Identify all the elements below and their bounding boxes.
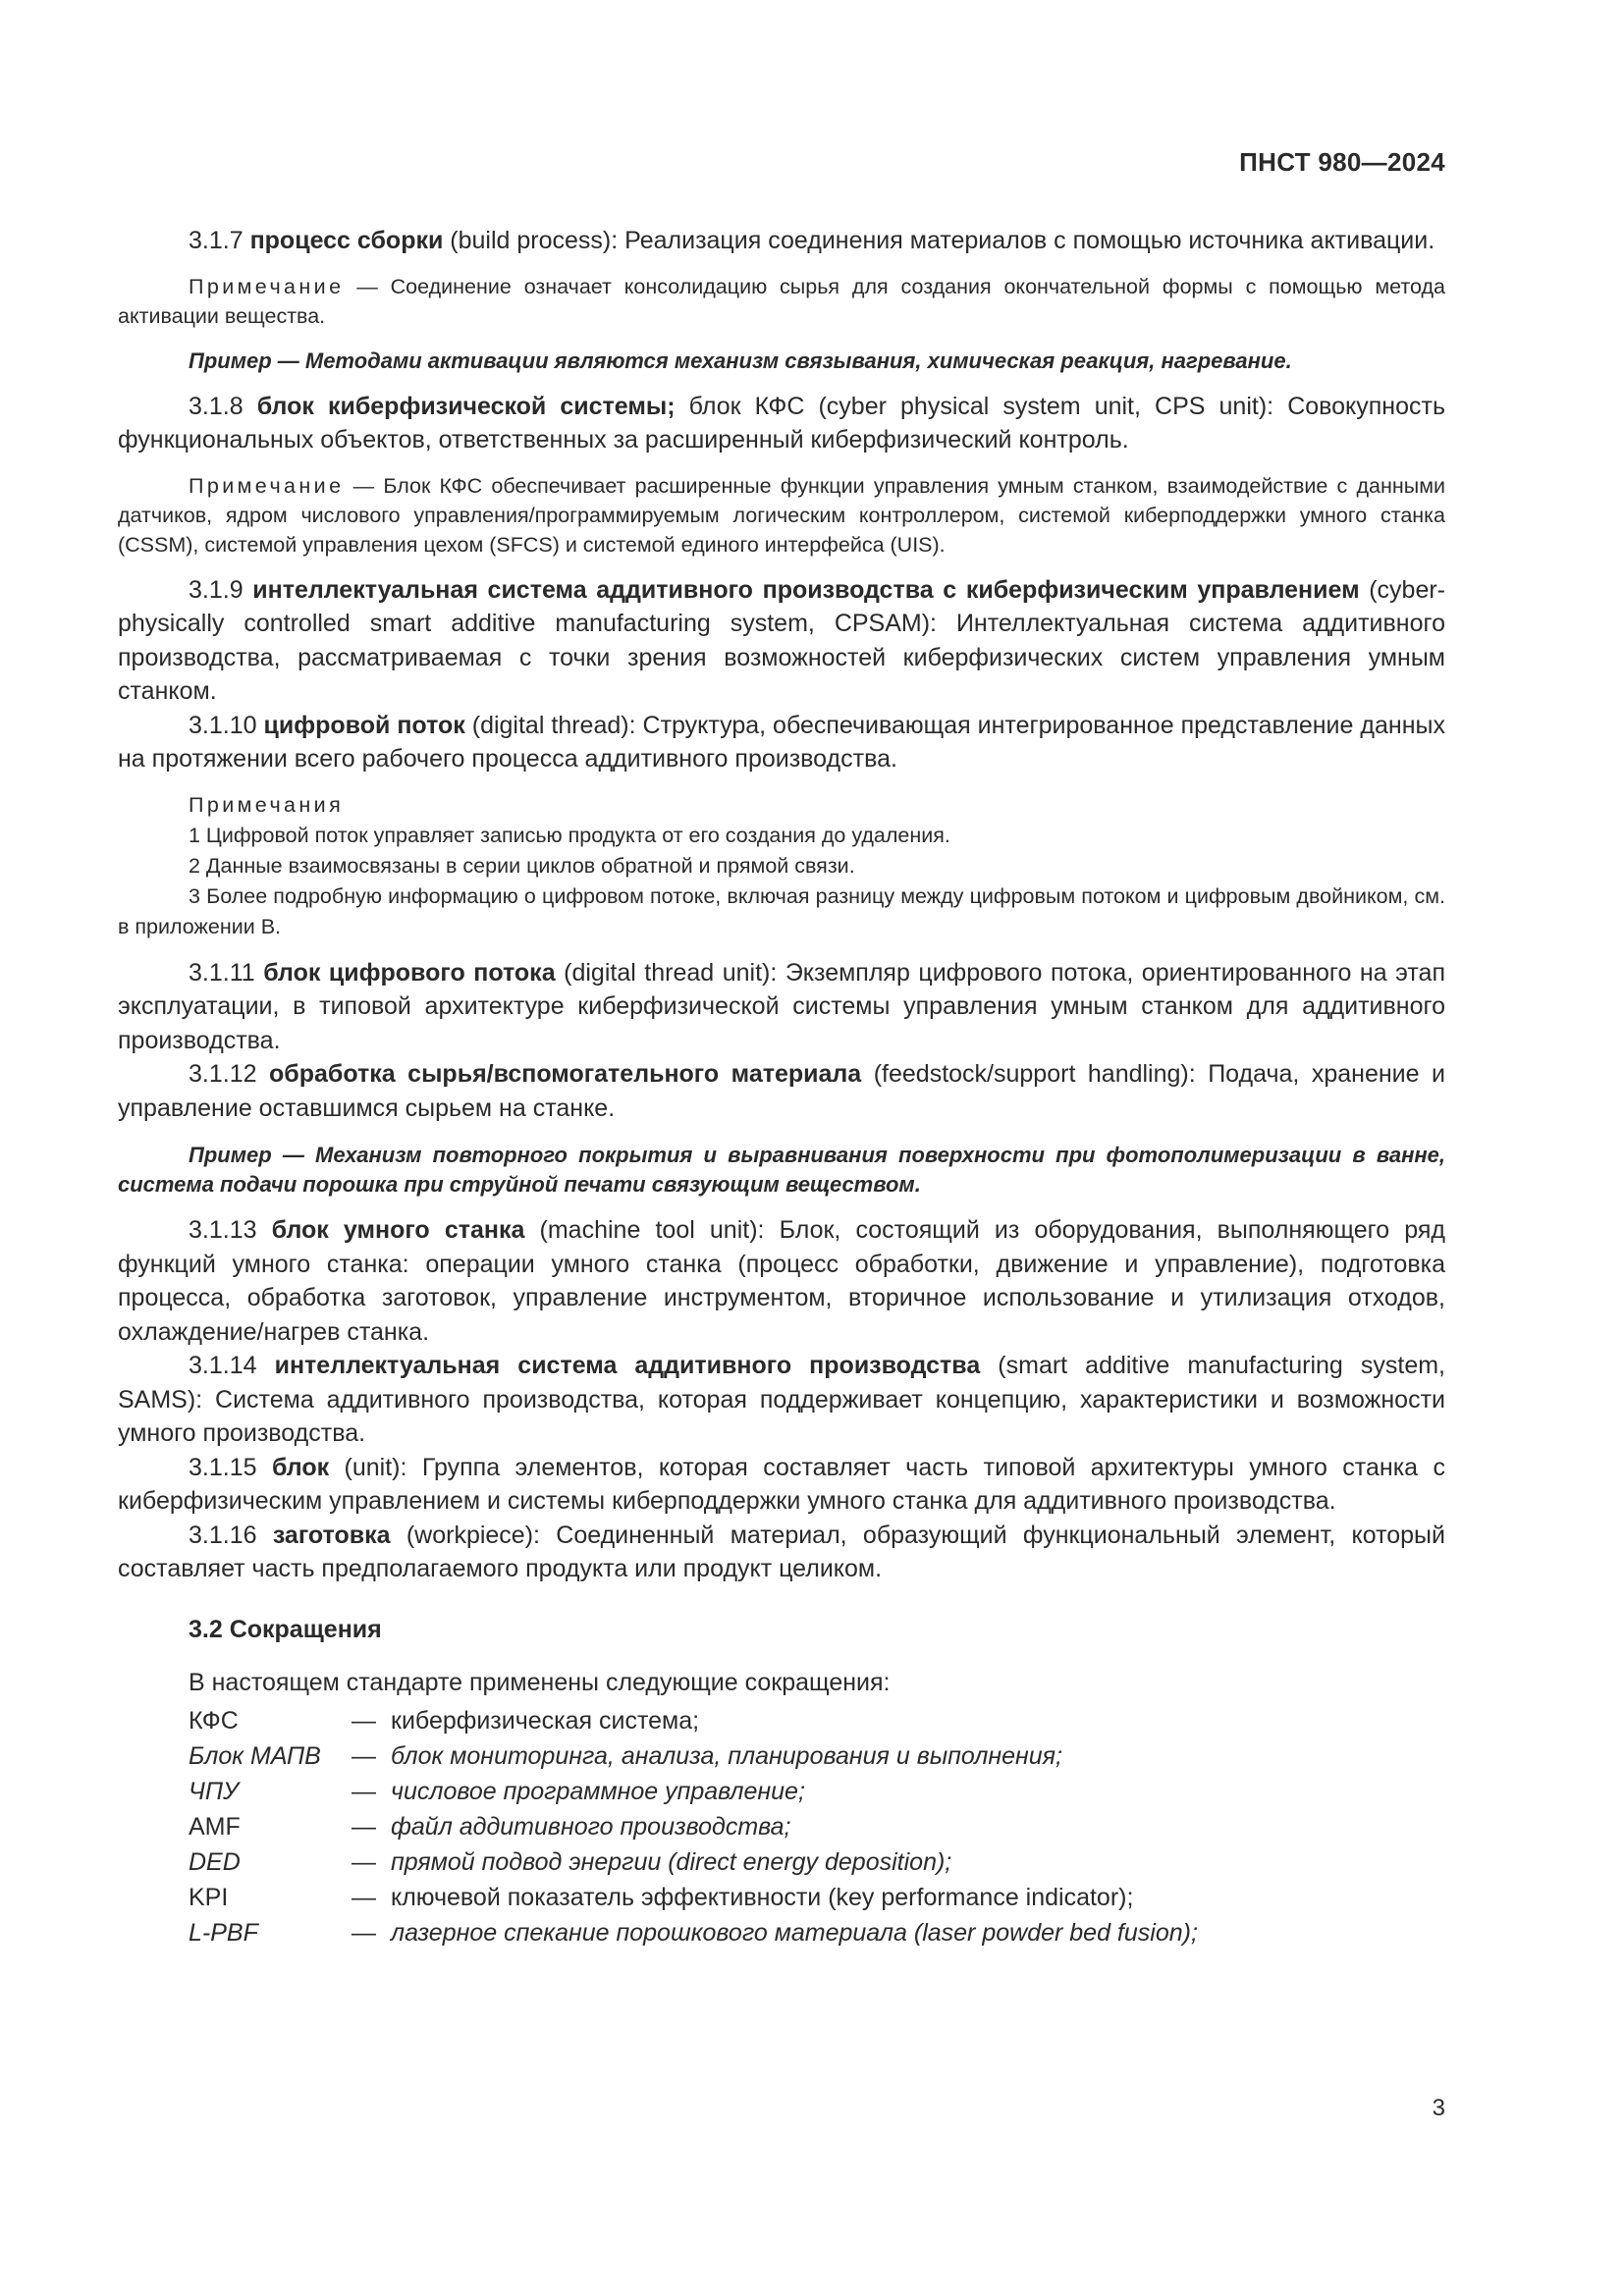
term-3-1-14 bbox=[118, 1349, 1445, 1451]
term-number: 3.1.10 bbox=[189, 711, 257, 739]
abbreviation-description: ключевой показатель эффективности (key performance indicator); bbox=[391, 1883, 1134, 1911]
document-id-header: ПНСТ 980—2024 bbox=[1239, 147, 1445, 177]
term-number: 3.1.12 bbox=[189, 1060, 257, 1088]
term-definition: (digital thread): Структура, обеспечивающая интегрированное представление данных на протяжении всего рабочего процесса аддитивного производства. bbox=[118, 711, 1445, 773]
dash: — bbox=[352, 1918, 376, 1947]
term-name: обработка сырья/вспомогательного материала bbox=[269, 1060, 862, 1088]
abbreviations-list bbox=[118, 1703, 1445, 1950]
term-number: 3.1.14 bbox=[189, 1352, 257, 1379]
term-3-1-11 bbox=[118, 956, 1445, 1058]
term-3-1-13 bbox=[118, 1213, 1445, 1349]
abbreviation: КФС bbox=[189, 1706, 239, 1735]
abbreviation-description: блок мониторинга, анализа, планирования и выполнения; bbox=[391, 1741, 1062, 1770]
dash: — bbox=[352, 1812, 376, 1841]
abbreviation-row bbox=[189, 1738, 1445, 1774]
example-3-1-7: Пример — Методами активации являются механизм связывания, химическая реакция, нагревание. bbox=[189, 347, 1292, 373]
document-page bbox=[118, 0, 1445, 2296]
dash: — bbox=[352, 1706, 376, 1735]
term-3-1-7 bbox=[118, 224, 1445, 258]
term-name: блок умного станка bbox=[271, 1216, 525, 1244]
dash: — bbox=[352, 1847, 376, 1876]
note-3-1-8 bbox=[118, 471, 1445, 560]
term-definition: (unit): Группа элементов, которая составляет часть типовой архитектуры умного станка с киберфизическим управлением и системы киберподдержки умного станка для аддитивного производства. bbox=[118, 1453, 1446, 1515]
dash: — bbox=[352, 1777, 376, 1805]
page-content bbox=[118, 224, 1445, 1950]
abbreviation-description: лазерное спекание порошкового материала (laser powder bed fusion); bbox=[391, 1918, 1198, 1947]
term-definition: (workpiece): Соединенный материал, образующий функциональный элемент, который составляет часть предполагаемого продукта или продукт целиком. bbox=[118, 1521, 1445, 1582]
abbreviation-description: киберфизическая система; bbox=[391, 1706, 700, 1735]
term-3-1-15 bbox=[118, 1451, 1445, 1519]
dash: — bbox=[352, 1741, 376, 1770]
note-item-2: 2 Данные взаимосвязаны в серии циклов обратной и прямой связи. bbox=[189, 853, 855, 878]
abbreviation: Блок МАПВ bbox=[189, 1741, 321, 1770]
term-name: блок bbox=[271, 1453, 330, 1481]
term-3-1-16 bbox=[118, 1519, 1445, 1586]
term-number: 3.1.11 bbox=[189, 958, 255, 987]
note-text: — Блок КФС обеспечивает расширенные функции управления умным станком, взаимодействие с данными датчиков, ядром числового управления/программируемым логическим контроллером, системой киберподдержки умного станка (CSSM), системой управления цехом (SFCS) и системой единого интерфейса (UIS). bbox=[118, 473, 1445, 557]
abbreviation-description: прямой подвод энергии (direct energy deposition); bbox=[391, 1847, 952, 1876]
note-text: — Соединение означает консолидацию сырья для создания окончательной формы с помощью метода активации вещества. bbox=[118, 274, 1445, 328]
term-definition: (build process): Реализация соединения материалов с помощью источника активации. bbox=[443, 227, 1435, 254]
abbreviation-row bbox=[189, 1844, 1445, 1880]
section-title-abbreviations: 3.2 Сокращения bbox=[189, 1615, 382, 1643]
term-name: заготовка bbox=[272, 1521, 391, 1549]
note-3-1-7 bbox=[118, 272, 1445, 331]
term-number: 3.1.16 bbox=[189, 1521, 257, 1549]
abbreviation-description: файл аддитивного производства; bbox=[391, 1812, 791, 1841]
term-3-1-12 bbox=[118, 1057, 1445, 1125]
dash: — bbox=[352, 1883, 376, 1911]
term-name: блок цифрового потока bbox=[263, 958, 556, 987]
term-definition: (feedstock/support handling): Подача, хранение и управление оставшимся сырьем на станке. bbox=[118, 1060, 1445, 1122]
abbreviation: AMF bbox=[189, 1812, 241, 1841]
abbreviation: L-PBF bbox=[189, 1918, 258, 1947]
term-number: 3.1.8 bbox=[189, 392, 244, 420]
term-definition: блок КФС (cyber physical system unit, CPS unit): Совокупность функциональных объектов, ответственных за расширенный киберфизический контроль. bbox=[118, 392, 1445, 454]
term-definition: (digital thread unit): Экземпляр цифрового потока, ориентированного на этап эксплуатации, в типовой архитектуре киберфизической системы управления умным станком для аддитивного производства. bbox=[118, 958, 1445, 1054]
example-3-1-12: Пример — Механизм повторного покрытия и выравнивания поверхности при фотополимеризации в ванне, система подачи порошка при струйной печати связующим веществом. bbox=[118, 1143, 1445, 1197]
term-name: цифровой поток bbox=[263, 711, 465, 739]
term-name: интеллектуальная система аддитивного производства с киберфизическим управлением bbox=[252, 575, 1360, 604]
term-name: блок киберфизической системы; bbox=[256, 392, 676, 420]
abbreviations-intro: В настоящем стандарте применены следующие сокращения: bbox=[189, 1668, 891, 1696]
note-item-1: 1 Цифровой поток управляет записью продукта от его создания до удаления. bbox=[189, 823, 950, 847]
abbreviation-row bbox=[189, 1774, 1445, 1809]
note-label: Примечание bbox=[189, 473, 345, 498]
notes-title: Примечания bbox=[189, 792, 345, 817]
term-3-1-8 bbox=[118, 390, 1445, 457]
abbreviation: ЧПУ bbox=[189, 1777, 239, 1805]
term-3-1-9 bbox=[118, 573, 1445, 709]
note-label: Примечание bbox=[189, 274, 345, 298]
term-number: 3.1.15 bbox=[189, 1453, 257, 1481]
term-number: 3.1.9 bbox=[189, 575, 244, 604]
abbreviation: DED bbox=[189, 1847, 241, 1876]
abbreviation-row bbox=[189, 1915, 1445, 1950]
term-definition: (smart additive manufacturing system, SAMS): Система аддитивного производства, которая поддерживает концепцию, характеристики и возможности умного производства. bbox=[118, 1352, 1445, 1447]
note-item-3: 3 Более подробную информацию о цифровом потоке, включая разницу между цифровым потоком и цифровым двойником, см. в приложении В. bbox=[118, 883, 1445, 938]
notes-3-1-10 bbox=[118, 790, 1445, 942]
term-number: 3.1.7 bbox=[189, 227, 244, 254]
term-definition: (cyber-physically controlled smart additive manufacturing system, CPSAM): Интеллектуальная система аддитивного производства, рассматриваемая с точки зрения возможностей киберфизических систем управления умным станком. bbox=[118, 575, 1445, 705]
abbreviation: KPI bbox=[189, 1883, 229, 1911]
term-number: 3.1.13 bbox=[189, 1216, 257, 1244]
term-name: процесс сборки bbox=[249, 227, 444, 254]
term-name: интеллектуальная система аддитивного производства bbox=[274, 1352, 981, 1379]
abbreviation-description: числовое программное управление; bbox=[391, 1777, 805, 1805]
abbreviation-row bbox=[189, 1880, 1445, 1915]
term-definition: (machine tool unit): Блок, состоящий из оборудования, выполняющего ряд функций умного станка: операции умного станка (процесс обработки, движение и управление), подготовка процесса, обработка заготовок, управление инструментом, вторичное использование и утилизация отходов, охлаждение/нагрев станка. bbox=[118, 1216, 1446, 1346]
abbreviation-row bbox=[189, 1809, 1445, 1844]
abbreviation-row bbox=[189, 1703, 1445, 1738]
page-number: 3 bbox=[1432, 2095, 1445, 2121]
term-3-1-10 bbox=[118, 709, 1445, 776]
